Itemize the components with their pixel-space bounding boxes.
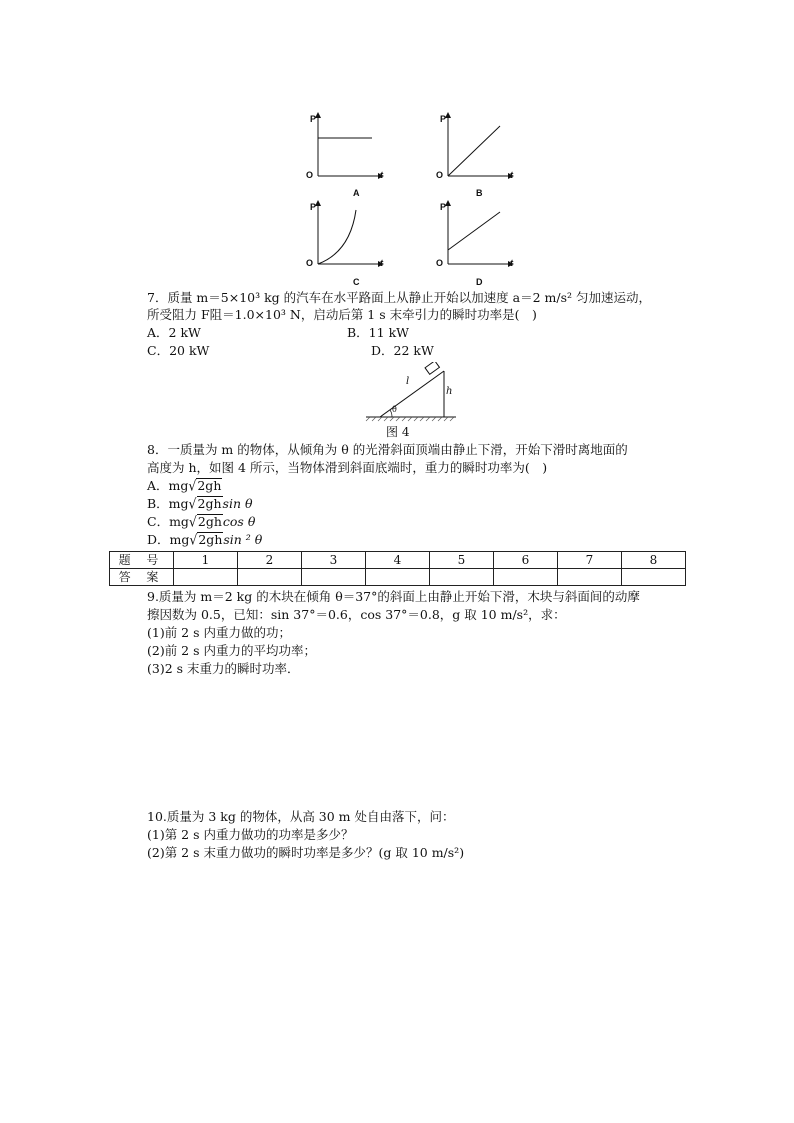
graph-c-origin: O <box>306 258 314 268</box>
graph-b-y-label: P <box>440 114 447 124</box>
q8-option-a-prefix: A．mg <box>147 478 189 493</box>
sqrt-symbol: √ <box>188 513 197 530</box>
answer-table-number: 5 <box>430 552 494 569</box>
answer-table-number: 2 <box>238 552 302 569</box>
q8-option-c <box>147 514 255 530</box>
answer-table-number: 7 <box>558 552 622 569</box>
graph-d-curve <box>448 212 500 250</box>
answer-cell[interactable] <box>494 569 558 586</box>
q9-line2: 擦因数为 0.5，已知：sin 37°＝0.6，cos 37°＝0.8，g 取 10 m/s²，求： <box>147 607 566 622</box>
label-l: l <box>406 376 410 387</box>
answer-table-number: 8 <box>622 552 686 569</box>
q8-option-b-radicand: 2gh <box>197 496 222 511</box>
answer-table-number: 6 <box>494 552 558 569</box>
graph-b <box>436 112 516 202</box>
q8-option-a-radicand: 2gh <box>197 478 222 493</box>
graph-a <box>306 112 386 202</box>
label-theta: θ <box>392 405 397 414</box>
graph-c-x-label: t <box>380 258 383 268</box>
q9-sub3: (3)2 s 末重力的瞬时功率． <box>147 661 300 676</box>
q7-line2: 所受阻力 F阻＝1.0×10³ N，启动后第 1 s 末牵引力的瞬时功率是( ) <box>147 307 537 322</box>
graph-a-caption: A <box>353 188 360 198</box>
q8-option-b <box>147 496 253 512</box>
answer-cell[interactable] <box>302 569 366 586</box>
answer-cell[interactable] <box>174 569 238 586</box>
q9-sub1: (1)前 2 s 内重力做的功； <box>147 625 291 640</box>
figure-4 <box>362 362 462 440</box>
graph-a-x-label: t <box>380 170 383 180</box>
q8-option-c-prefix: C．mg <box>147 514 189 529</box>
graph-b-axes <box>436 112 516 187</box>
sqrt-symbol: √ <box>189 531 198 548</box>
graph-d-axes <box>436 200 516 275</box>
q8-option-d <box>147 532 262 548</box>
q8-option-b-prefix: B．mg <box>147 496 189 511</box>
graph-d-origin: O <box>436 258 444 268</box>
answer-table-answer-row <box>110 569 686 586</box>
answer-table-number: 1 <box>174 552 238 569</box>
graph-d <box>436 200 516 292</box>
q8-option-c-suffix: cos θ <box>222 514 256 529</box>
q8-line2: 高度为 h，如图 4 所示，当物体滑到斜面底端时，重力的瞬时功率为( ) <box>147 460 548 475</box>
q7-option-a: A．2 kW <box>147 325 201 340</box>
graph-c-caption: C <box>353 277 360 287</box>
sqrt-symbol: √ <box>188 477 197 494</box>
graph-b-x-label: t <box>510 170 513 180</box>
answer-cell[interactable] <box>430 569 494 586</box>
q10-sub2: (2)第 2 s 末重力做功的瞬时功率是多少？(g 取 10 m/s²) <box>147 845 465 860</box>
q8-option-c-radicand: 2gh <box>197 514 222 529</box>
graph-c-axes <box>306 200 386 275</box>
q8-option-d-suffix: sin ² θ <box>223 532 263 547</box>
q7-option-d: D．22 kW <box>371 343 434 358</box>
answer-table-number-row <box>110 552 686 569</box>
graph-d-x-label: t <box>510 258 513 268</box>
graph-d-y-label: P <box>440 202 447 212</box>
graph-c-y-label: P <box>310 202 317 212</box>
q10-line1: 10.质量为 3 kg 的物体，从高 30 m 处自由落下，问： <box>147 809 455 824</box>
q8-option-d-prefix: D．mg <box>147 532 190 547</box>
answer-table-header-answer: 答 案 <box>110 569 174 586</box>
figure-4-caption: 图 4 <box>386 425 410 439</box>
graph-a-y-label: P <box>310 114 317 124</box>
graph-a-axes <box>306 112 386 187</box>
answer-cell[interactable] <box>238 569 302 586</box>
answer-table-number: 3 <box>302 552 366 569</box>
q10-sub1: (1)第 2 s 内重力做功的功率是多少？ <box>147 827 354 842</box>
graph-b-curve <box>448 126 500 176</box>
q8-line1: 8．一质量为 m 的物体，从倾角为 θ 的光滑斜面顶端由静止下滑，开始下滑时离地面的 <box>147 442 628 457</box>
label-h: h <box>446 386 453 397</box>
graph-b-origin: O <box>436 170 444 180</box>
answer-cell[interactable] <box>622 569 686 586</box>
graph-b-caption: B <box>476 188 483 198</box>
graph-a-origin: O <box>306 170 314 180</box>
answer-table <box>109 551 686 586</box>
q7-option-b: B．11 kW <box>347 325 409 340</box>
answer-table-number: 4 <box>366 552 430 569</box>
block <box>425 362 439 374</box>
q8-option-a <box>147 478 222 494</box>
q9-line1: 9.质量为 m＝2 kg 的木块在倾角 θ＝37°的斜面上由静止开始下滑，木块与斜面间的动摩 <box>147 589 640 604</box>
q9-sub2: (2)前 2 s 内重力的平均功率； <box>147 643 316 658</box>
answer-cell[interactable] <box>366 569 430 586</box>
q7-option-c: C．20 kW <box>147 343 210 358</box>
graph-c-curve <box>318 210 356 264</box>
graph-d-caption: D <box>476 277 483 287</box>
q8-option-b-suffix: sin θ <box>222 496 253 511</box>
answer-table-header-number: 题 号 <box>110 552 174 569</box>
q7-line1: 7．质量 m＝5×10³ kg 的汽车在水平路面上从静止开始以加速度 a＝2 m/s² 匀加速运动， <box>147 290 651 305</box>
sqrt-symbol: √ <box>188 495 197 512</box>
answer-cell[interactable] <box>558 569 622 586</box>
graph-c <box>306 200 386 292</box>
q8-option-d-radicand: 2gh <box>198 532 223 547</box>
incline-surface <box>380 371 444 417</box>
